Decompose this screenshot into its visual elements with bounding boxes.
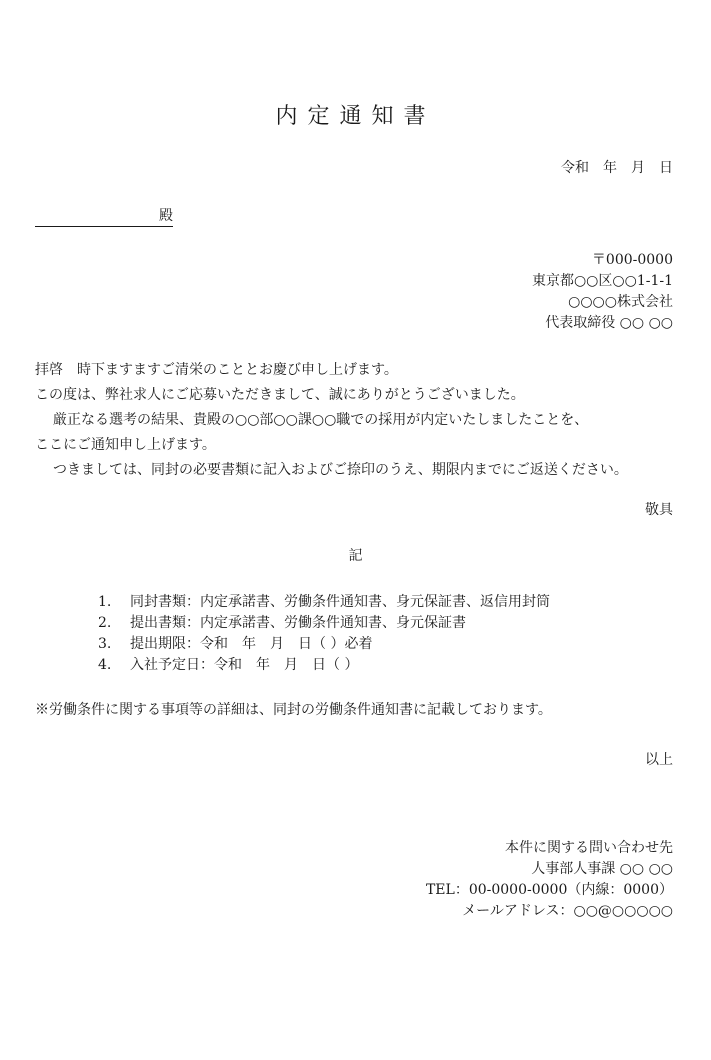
sender-address: 東京都○○区○○1-1-1 <box>531 273 673 289</box>
list-item-text: 提出書類：内定承諾書、労働条件通知書、身元保証書 <box>130 615 466 631</box>
contact-tel: TEL：00-0000-0000（内線：0000） <box>425 882 673 898</box>
contact-email: メールアドレス：○○@○○○○○ <box>462 903 673 919</box>
sender-company: ○○○○株式会社 <box>568 294 673 310</box>
list-item <box>98 592 550 613</box>
ki-heading: 記 <box>348 548 363 564</box>
list-item <box>98 613 550 634</box>
body-line-greeting: 拝啓 時下ますますご清栄のこととお慶び申し上げます。 <box>35 362 398 378</box>
contact-block <box>426 838 673 922</box>
contact-heading: 本件に関する問い合わせ先 <box>505 840 673 856</box>
list-item-number: 1. <box>98 594 112 610</box>
contact-person: 人事部人事課 ○○ ○○ <box>531 861 673 877</box>
sender-block <box>532 250 673 334</box>
body-line-result: 厳正なる選考の結果、貴殿の○○部○○課○○職での採用が内定いたしましたことを、 <box>53 412 589 428</box>
sender-postal: 〒000-0000 <box>591 252 673 268</box>
sender-representative: 代表取締役 ○○ ○○ <box>545 315 673 331</box>
list-item-text: 同封書類：内定承諾書、労働条件通知書、身元保証書、返信用封筒 <box>130 594 550 610</box>
list-item-text: 入社予定日：令和 年 月 日（ ） <box>130 657 359 673</box>
list-item <box>98 634 550 655</box>
list-item-number: 3. <box>98 636 112 652</box>
body-line-notice: ここにご通知申し上げます。 <box>35 437 216 453</box>
list-item-text: 提出期限：令和 年 月 日（ ）必着 <box>130 636 373 652</box>
closing-ijo: 以上 <box>645 752 673 768</box>
document-date: 令和 年 月 日 <box>561 160 673 176</box>
recipient-line <box>35 206 173 227</box>
closing-keigu: 敬具 <box>645 502 673 518</box>
document-title: 内定通知書 <box>275 104 436 129</box>
list-item-number: 4. <box>98 657 112 673</box>
conditions-note: ※労働条件に関する事項等の詳細は、同封の労働条件通知書に記載しております。 <box>35 702 552 718</box>
body-line-thanks: この度は、弊社求人にご応募いただきまして、誠にありがとうございました。 <box>35 387 525 403</box>
list-item <box>98 655 550 676</box>
recipient-suffix: 殿 <box>159 208 173 224</box>
list-item-number: 2. <box>98 615 112 631</box>
letter-body <box>35 358 628 483</box>
body-line-request: つきましては、同封の必要書類に記入およびご捺印のうえ、期限内までにご返送ください。 <box>53 462 628 478</box>
enclosure-list <box>98 592 550 676</box>
